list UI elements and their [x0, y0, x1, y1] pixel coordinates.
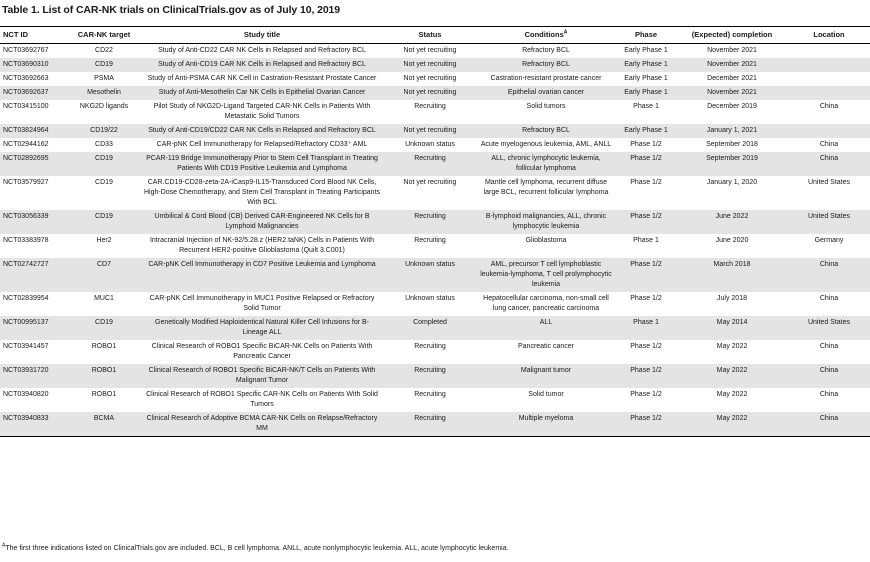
cell-completion: June 2020 [715, 237, 749, 244]
cell-location [788, 58, 870, 72]
cell-location: China [788, 364, 870, 388]
cell-phase: Early Phase 1 [616, 86, 676, 100]
table-row [0, 72, 870, 86]
cell-conditions: Pancreatic cancer [517, 343, 575, 350]
cell-completion: November 2021 [676, 58, 788, 72]
cell-location: China [819, 391, 839, 398]
cell-title: PCAR-119 Bridge Immunotherapy Prior to Stem Cell Transplant in Treating Patients With CD19 Positive Leukemia and Lymphoma [140, 152, 384, 176]
cell-phase: Early Phase 1 [624, 75, 668, 82]
cell-title: Clinical Research of ROBO1 Specific CAR-NK Cells on Patients With Solid Tumors [146, 391, 378, 408]
cell-conditions: Acute myelogenous leukemia, AML, ANLL [480, 141, 612, 148]
cell-phase: Phase 1/2 [616, 412, 676, 437]
cell-completion: December 2019 [707, 103, 757, 110]
cell-location [788, 72, 870, 86]
cell-target: MUC1 [94, 295, 114, 302]
cell-target: ROBO1 [91, 391, 117, 398]
cell-location: United States [807, 179, 851, 186]
footnote-mark: A [2, 542, 6, 549]
table-row [0, 176, 870, 210]
cell-nct: NCT03941457 [3, 343, 49, 350]
cell-phase: Early Phase 1 [624, 47, 668, 54]
cell-conditions: Malignant tumor [476, 364, 616, 388]
cell-nct: NCT03692767 [3, 47, 49, 54]
cell-location: China [788, 412, 870, 437]
cell-status: Not yet recruiting [403, 75, 457, 82]
cell-conditions: Epithelial ovarian cancer [476, 86, 616, 100]
cell-target: CD19 [68, 210, 140, 234]
cell-conditions: Solid tumors [526, 103, 566, 110]
cell-completion: March 2018 [676, 258, 788, 292]
cell-status: Recruiting [414, 343, 446, 350]
header-phase: Phase [616, 27, 676, 44]
cell-status: Recruiting [384, 152, 476, 176]
cell-location [788, 124, 870, 138]
cell-title: Clinical Research of ROBO1 Specific BiCAR-NK Cells on Patients With Pancreatic Cancer [151, 343, 373, 360]
cell-title: Clinical Research of ROBO1 Specific BiCAR-NK/T Cells on Patients With Malignant Tumor [140, 364, 384, 388]
cell-target: CD19 [68, 316, 140, 340]
cell-completion: December 2021 [707, 75, 757, 82]
cell-nct: NCT03415100 [3, 103, 49, 110]
cell-nct: NCT03056339 [0, 210, 68, 234]
cell-phase: Phase 1/2 [630, 295, 662, 302]
cell-title: CAR-pNK Cell Immunotherapy in CD7 Positive Leukemia and Lymphoma [140, 258, 384, 292]
header-conditions [476, 27, 616, 44]
cell-conditions: B-lymphoid malignancies, ALL, chronic lymphocytic leukemia [476, 210, 616, 234]
cell-conditions: Hepatocellular carcinoma, non-small cell lung cancer, pancreatic carcinoma [483, 295, 609, 312]
cell-location: United States [788, 210, 870, 234]
cell-completion: September 2019 [676, 152, 788, 176]
header-target: CAR-NK target [68, 27, 140, 44]
cell-status: Not yet recruiting [403, 179, 457, 186]
cell-title: Umbilical & Cord Blood (CB) Derived CAR-Engineered NK Cells for B Lymphoid Malignancies [140, 210, 384, 234]
cell-status: Not yet recruiting [384, 124, 476, 138]
cell-phase: Phase 1 [633, 237, 659, 244]
cell-completion: May 2014 [676, 316, 788, 340]
cell-completion: May 2022 [716, 391, 748, 398]
cell-nct: NCT02944162 [3, 141, 49, 148]
cell-title: Clinical Research of Adoptive BCMA CAR-NK Cells on Relapse/Refractory MM [140, 412, 384, 437]
cell-status: Completed [384, 316, 476, 340]
cell-conditions: Solid tumor [528, 391, 564, 398]
cell-phase: Phase 1/2 [630, 391, 662, 398]
cell-title: Genetically Modified Haploidentical Natural Killer Cell Infusions for B-Lineage ALL [140, 316, 384, 340]
cell-completion: June 2022 [676, 210, 788, 234]
cell-nct: NCT03383978 [3, 237, 49, 244]
cell-completion: May 2022 [716, 343, 748, 350]
cell-status: Unknown status [384, 258, 476, 292]
cell-phase: Phase 1/2 [616, 258, 676, 292]
cell-location: China [819, 295, 839, 302]
header-location: Location [788, 27, 870, 44]
header-nct-id: NCT ID [0, 27, 68, 44]
table-row [0, 316, 870, 340]
cell-conditions: Mantle cell lymphoma, recurrent diffuse large BCL, recurrent follicular lymphoma [483, 179, 609, 196]
table-row [0, 340, 870, 364]
cell-conditions: ALL, chronic lymphocytic leukemia, follicular lymphoma [476, 152, 616, 176]
cell-target: Mesothelin [68, 86, 140, 100]
cell-nct: NCT00995137 [0, 316, 68, 340]
cell-phase: Phase 1/2 [630, 343, 662, 350]
cell-nct: NCT03690310 [0, 58, 68, 72]
cell-conditions: Refractory BCL [476, 124, 616, 138]
cell-title: CAR-pNK Cell Immunotherapy for Relapsed/Refractory CD33⁺ AML [156, 141, 368, 148]
cell-nct: NCT03692637 [0, 86, 68, 100]
cell-location: China [788, 258, 870, 292]
cell-phase: Phase 1/2 [616, 210, 676, 234]
cell-title: Pilot Study of NKG2D-Ligand Targeted CAR-NK Cells in Patients With Metastatic Solid Tumors [153, 103, 371, 120]
cell-nct: NCT03824964 [0, 124, 68, 138]
cell-nct: NCT03931720 [0, 364, 68, 388]
cell-target: CD33 [95, 141, 113, 148]
cell-status: Recruiting [414, 237, 446, 244]
cell-conditions: Refractory BCL [476, 58, 616, 72]
table-row [0, 44, 870, 59]
cell-target: CD19 [68, 152, 140, 176]
header-status: Status [384, 27, 476, 44]
cell-title: Study of Anti-Mesothelin Car NK Cells in Epithelial Ovarian Cancer [140, 86, 384, 100]
cell-status: Not yet recruiting [384, 58, 476, 72]
cell-title: Study of Anti-PSMA CAR NK Cell in Castration-Resistant Prostate Cancer [147, 75, 377, 82]
cell-location: China [819, 103, 839, 110]
table-row [0, 124, 870, 138]
cell-target: CD19/22 [68, 124, 140, 138]
cell-target: NKG2D ligands [79, 103, 129, 110]
header-row [0, 27, 870, 44]
table-row [0, 138, 870, 152]
cell-location [788, 86, 870, 100]
cell-target: ROBO1 [91, 343, 117, 350]
cell-nct: NCT03940820 [3, 391, 49, 398]
cell-phase: Phase 1/2 [616, 152, 676, 176]
table-row [0, 412, 870, 437]
cell-conditions: Refractory BCL [522, 47, 570, 54]
table-row [0, 258, 870, 292]
footnote [2, 542, 509, 552]
cell-completion: May 2022 [676, 412, 788, 437]
cell-phase: Phase 1/2 [630, 141, 662, 148]
table-row [0, 388, 870, 412]
cell-target: ROBO1 [68, 364, 140, 388]
table-row [0, 210, 870, 234]
cell-status: Recruiting [384, 364, 476, 388]
cell-status: Recruiting [414, 391, 446, 398]
cell-conditions: Castration-resistant prostate cancer [490, 75, 602, 82]
cell-status: Unknown status [405, 141, 455, 148]
cell-conditions: ALL [476, 316, 616, 340]
cell-phase: Phase 1 [616, 316, 676, 340]
cell-title: Study of Anti-CD19/CD22 CAR NK Cells in Relapsed and Refractory BCL [140, 124, 384, 138]
header-conditions-label: Conditions [524, 30, 564, 39]
cell-status: Not yet recruiting [403, 47, 457, 54]
cell-phase: Early Phase 1 [616, 58, 676, 72]
header-study-title: Study title [140, 27, 384, 44]
cell-target: CD19 [95, 179, 113, 186]
cell-location: Germany [814, 237, 844, 244]
cell-title: Study of Anti-CD22 CAR NK Cells in Relapsed and Refractory BCL [158, 47, 366, 54]
cell-target: BCMA [68, 412, 140, 437]
cell-completion: May 2022 [676, 364, 788, 388]
cell-conditions: Multiple myeloma [476, 412, 616, 437]
table-row [0, 292, 870, 316]
cell-status: Recruiting [384, 412, 476, 437]
cell-target: CD22 [95, 47, 113, 54]
cell-completion: July 2018 [717, 295, 747, 302]
cell-phase: Phase 1/2 [616, 364, 676, 388]
cell-location [788, 44, 870, 59]
table-row [0, 234, 870, 258]
cell-status: Not yet recruiting [384, 86, 476, 100]
cell-location: China [788, 152, 870, 176]
cell-nct: NCT02742727 [0, 258, 68, 292]
cell-status: Unknown status [405, 295, 455, 302]
table-row [0, 152, 870, 176]
table-row [0, 100, 870, 124]
cell-location: China [819, 141, 839, 148]
cell-location: United States [788, 316, 870, 340]
cell-target: CD19 [68, 58, 140, 72]
cell-nct: NCT03692663 [3, 75, 49, 82]
cell-phase: Phase 1 [633, 103, 659, 110]
cell-nct: NCT02892695 [0, 152, 68, 176]
header-conditions-footnote-mark: A [563, 29, 568, 36]
cell-target: PSMA [94, 75, 114, 82]
table-row [0, 58, 870, 72]
cell-phase: Early Phase 1 [616, 124, 676, 138]
cell-nct: NCT03940833 [0, 412, 68, 437]
cell-status: Recruiting [384, 210, 476, 234]
cell-phase: Phase 1/2 [630, 179, 662, 186]
cell-conditions: AML, precursor T cell lymphoblastic leukemia-lymphoma, T cell prolymphocytic leukemia [476, 258, 616, 292]
cell-status: Recruiting [414, 103, 446, 110]
cell-title: CAR-pNK Cell Immunotherapy in MUC1 Positive Relapsed or Refractory Solid Tumor [149, 295, 375, 312]
cell-target: Her2 [96, 237, 112, 244]
cell-title: Study of Anti-CD19 CAR NK Cells in Relapsed and Refractory BCL [140, 58, 384, 72]
cell-completion: September 2018 [706, 141, 758, 148]
cell-nct: NCT02839954 [3, 295, 49, 302]
cell-completion: January 1, 2021 [676, 124, 788, 138]
cell-title: Intracranial Injection of NK-92/5.28.z (HER2.taNK) Cells in Patients With Recurrent HER2-positive Glioblastoma (Quilt 3.C001) [149, 237, 375, 254]
cell-completion: November 2021 [676, 86, 788, 100]
cell-completion: January 1, 2020 [706, 179, 758, 186]
trials-table [0, 26, 870, 437]
cell-location: China [819, 343, 839, 350]
cell-nct: NCT03579927 [3, 179, 49, 186]
cell-title: CAR.CD19-CD28-zeta-2A-iCasp9-IL15-Transduced Cord Blood NK Cells, High-Dose Chemotherapy, and Stem Cell Transplant in Treating Participants With BCL [143, 179, 381, 206]
table-row [0, 86, 870, 100]
table-title: Table 1. List of CAR-NK trials on ClinicalTrials.gov as of July 10, 2019 [2, 4, 341, 16]
footnote-text: The first three indications listed on ClinicalTrials.gov are included. BCL, B cell lymphoma. ANLL, acute nonlymphocytic leukemia. ALL, acute lymphocytic leukemia. [5, 545, 509, 552]
cell-completion: November 2021 [707, 47, 757, 54]
cell-conditions: Glioblastoma [525, 237, 567, 244]
cell-target: CD7 [68, 258, 140, 292]
table-row [0, 364, 870, 388]
header-completion: (Expected) completion [676, 27, 788, 44]
